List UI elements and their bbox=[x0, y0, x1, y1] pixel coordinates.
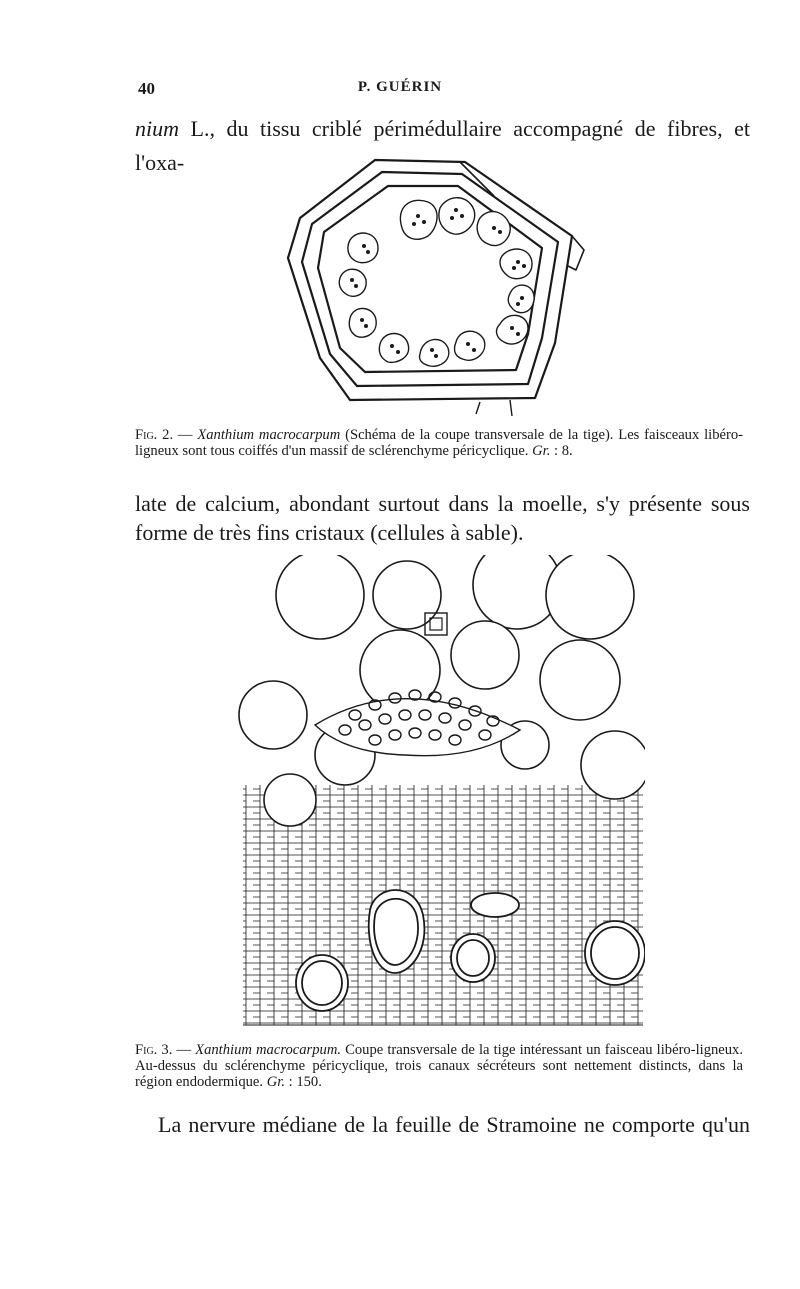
paragraph-text: L., du tissu criblé périmédullaire accompagné de fibres, et l'oxa- bbox=[135, 116, 750, 175]
body-paragraph-2-line-2: forme de très fins cristaux (cellules à sable). bbox=[135, 520, 524, 545]
page-number: 40 bbox=[138, 79, 155, 98]
magnification-label: Gr. bbox=[532, 443, 551, 459]
figure-2-stem-cross-section bbox=[280, 158, 620, 418]
body-paragraph-3: La nervure médiane de la feuille de Stramoine ne comporte qu'un bbox=[158, 1112, 750, 1137]
taxon-name: Xanthium macrocarpum. bbox=[195, 1042, 342, 1058]
italic-word: nium bbox=[135, 116, 179, 141]
magnification-value: : 150. bbox=[284, 1074, 322, 1090]
caption-text: (Schéma de la coupe transversale de la tige). Les faisceaux libéro-ligneux sont tous coiffés d'un massif de sclérenchyme péricyclique. bbox=[135, 427, 744, 459]
magnification-value: : 8. bbox=[550, 443, 573, 459]
body-paragraph-2-line-1: late de calcium, abondant surtout dans la moelle, s'y présente sous bbox=[135, 491, 750, 516]
figure-3-tissue-cross-section bbox=[225, 555, 645, 1035]
figure-3-caption bbox=[135, 1042, 743, 1090]
running-head: P. GUÉRIN bbox=[357, 79, 443, 95]
taxon-name: Xanthium macrocarpum bbox=[197, 427, 341, 443]
figure-2-caption bbox=[135, 427, 743, 459]
caption-dash: — bbox=[173, 427, 198, 443]
magnification-label: Gr. bbox=[266, 1074, 285, 1090]
caption-dash: — bbox=[172, 1042, 196, 1058]
figure-label: Fig. 2. bbox=[135, 427, 174, 443]
figure-label: Fig. 3. bbox=[135, 1042, 173, 1058]
caption-text: Coupe transversale de la tige intéressant un faisceau libéro-ligneux. Au-dessus du sclérenchyme péricyclique, trois canaux sécréteurs sont nettement distincts, dans la région endodermique. bbox=[135, 1042, 744, 1090]
